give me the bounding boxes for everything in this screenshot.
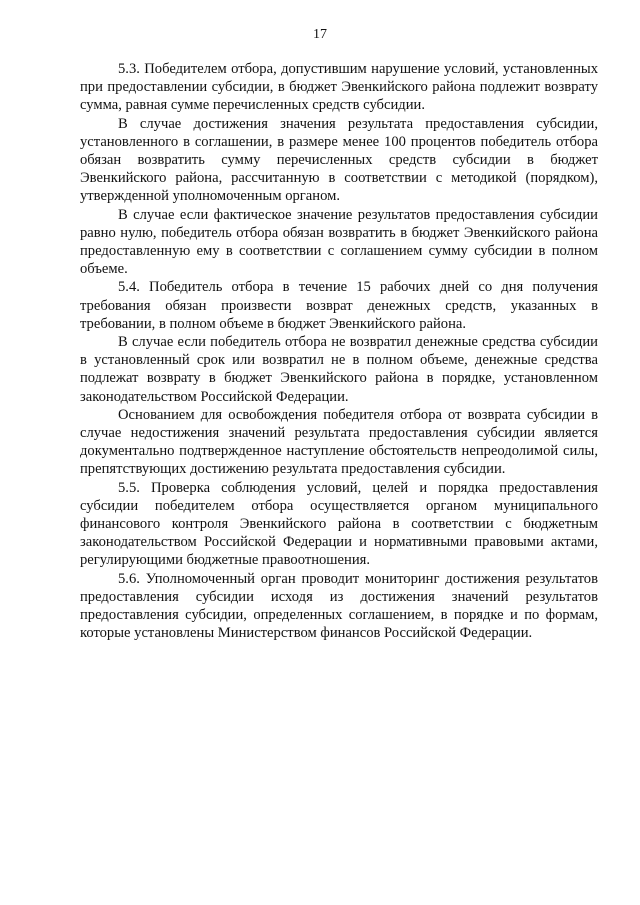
paragraph-result-zero: В случае если фактическое значение результатов предоставления субсидии равно нулю, победитель отбора обязан возвратить в бюджет Эвенкийского района предоставленную ему в соответствии с соглашением сумму субсидии в полном объеме. <box>80 206 598 278</box>
paragraph-5-5: 5.5. Проверка соблюдения условий, целей и порядка предоставления субсидии победителем отбора осуществляется органом муниципального финансового контроля Эвенкийского района в соответствии с бюджетным законодательством Российской Федерации и нормативными правовыми актами, регулирующими бюджетные правоотношения. <box>80 479 598 569</box>
page-number: 17 <box>313 27 327 42</box>
paragraph-not-returned: В случае если победитель отбора не возвратил денежные средства субсидии в установленный срок или возвратил не в полном объеме, денежные средства подлежат возврату в бюджет Эвенкийского района в порядке, установленном законодательством Российской Федерации. <box>80 334 598 405</box>
paragraph-5-4: 5.4. Победитель отбора в течение 15 рабочих дней со дня получения требования обязан произвести возврат денежных средств, указанных в требовании, в полном объеме в бюджет Эвенкийского района. <box>80 279 598 332</box>
paragraph-5-3: 5.3. Победителем отбора, допустившим нарушение условий, установленных при предоставлении субсидии, в бюджет Эвенкийского района подлежит возврату сумма, равная сумме перечисленных средств субсидии. <box>80 61 598 114</box>
paragraph-force-majeure: Основанием для освобождения победителя отбора от возврата субсидии в случае недостижения значений результата предоставления субсидии является документально подтвержденное наступление обстоятельств непреодолимой силы, препятствующих достижению результата предоставления субсидии. <box>80 406 598 478</box>
document-body <box>80 60 598 643</box>
paragraph-result-below-100: В случае достижения значения результата предоставления субсидии, установленного в соглашении, в размере менее 100 процентов победитель отбора обязан возвратить сумму перечисленных средств субсидии в бюджет Эвенкийского района, рассчитанную в соответствии с методикой (порядком), утвержденной уполномоченным органом. <box>80 115 598 205</box>
paragraph-5-6: 5.6. Уполномоченный орган проводит мониторинг достижения результатов предоставления субсидии исходя из достижения значений результатов предоставления субсидии, определенных соглашением, в порядке и по формам, которые установлены Министерством финансов Российской Федерации. <box>80 570 598 642</box>
